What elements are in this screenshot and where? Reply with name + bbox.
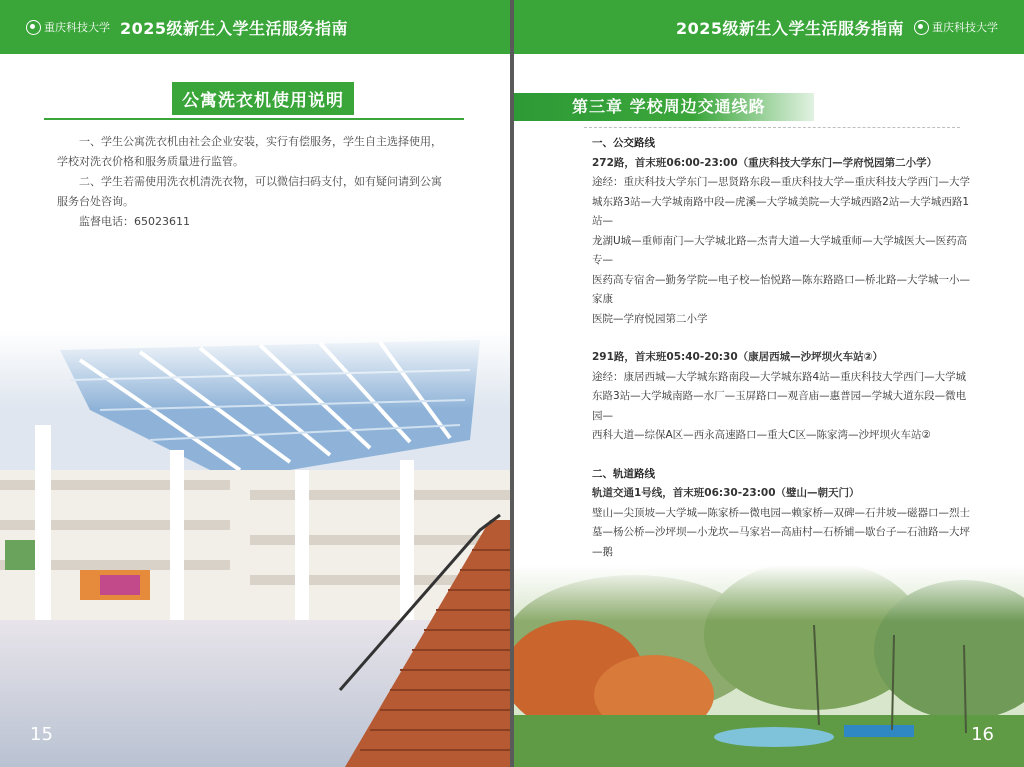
route-line: 东路3站—大学城南路—水厂—玉屏路口—观音庙—惠普园—学城大道东段—微电园— (592, 390, 967, 422)
section-title: 公寓洗衣机使用说明 (172, 82, 354, 115)
route-line: 璧山—尖顶坡—大学城—陈家桥—微电园—赖家桥—双碑—石井坡—磁器口—烈士 (592, 506, 970, 519)
route-line: 途经：康居西城—大学城东路南段—大学城东路4站—重庆科技大学西门—大学城 (592, 370, 967, 383)
title-divider (44, 118, 464, 120)
rail-1-title: 轨道交通1号线，首末班06:30-23:00（璧山—朝天门） (592, 487, 860, 499)
route-line: 墓—杨公桥—沙坪坝—小龙坎—马家岩—高庙村—石桥铺—歇台子—石油路—大坪—鹅 (592, 526, 970, 558)
logo-text: 重庆科技大学 (44, 21, 110, 34)
page-number: 16 (971, 724, 994, 745)
route-line: 医药高专宿舍—勤务学院—电子校—怡悦路—陈东路路口—桥北路—大学城一小—家康 (592, 273, 970, 305)
paragraph: 学校对洗衣价格和服务质量进行监管。 (57, 155, 244, 168)
left-page (0, 0, 510, 767)
paragraph: 服务台处咨询。 (57, 195, 134, 208)
bus-272-title: 272路，首末班06:00-23:00（重庆科技大学东门—学府悦园第二小学） (592, 156, 938, 169)
header-title: 2025级新生入学生活服务指南 (120, 18, 349, 38)
laundry-instructions (57, 132, 457, 232)
header-title: 2025级新生入学生活服务指南 (675, 18, 904, 38)
rail-heading: 二、轨道路线 (592, 467, 655, 480)
seal-icon (26, 20, 41, 35)
campus-park-photo (514, 565, 1024, 767)
bus-heading: 一、公交路线 (592, 137, 655, 149)
chapter-title: 第三章 学校周边交通线路 (514, 93, 814, 121)
atrium-photo (0, 330, 510, 767)
route-line: 城东路3站—大学城南路中段—虎溪—大学城美院—大学城西路2站—大学城西路1站— (592, 195, 970, 227)
supervision-phone: 监督电话：65023611 (79, 215, 190, 228)
paragraph: 一、学生公寓洗衣机由社会企业安装，实行有偿服务，学生自主选择使用， (79, 135, 442, 148)
page-header (0, 0, 510, 54)
route-line: 途经：重庆科技大学东门—思贤路东段—重庆科技大学—重庆科技大学西门—大学 (592, 176, 970, 188)
page-number: 15 (30, 724, 53, 745)
logo-text: 重庆科技大学 (932, 21, 998, 34)
university-logo (914, 19, 998, 35)
route-line: 西科大道—综保A区—西永高速路口—重大C区—陈家湾—沙坪坝火车站② (592, 429, 931, 441)
page-header (514, 0, 1024, 54)
university-logo (26, 19, 110, 35)
seal-icon (914, 20, 929, 35)
route-line: 医院—学府悦园第二小学 (592, 312, 708, 325)
bus-291-title: 291路，首末班05:40-20:30（康居西城—沙坪坝火车站②） (592, 351, 884, 363)
route-line: 龙湖U城—重师南门—大学城北路—杰青大道—大学城重师—大学城医大—医药高专— (592, 234, 968, 266)
paragraph: 二、学生若需使用洗衣机清洗衣物，可以微信扫码支付，如有疑问请到公寓 (79, 175, 442, 188)
dotted-divider (584, 127, 960, 128)
right-page (514, 0, 1024, 767)
